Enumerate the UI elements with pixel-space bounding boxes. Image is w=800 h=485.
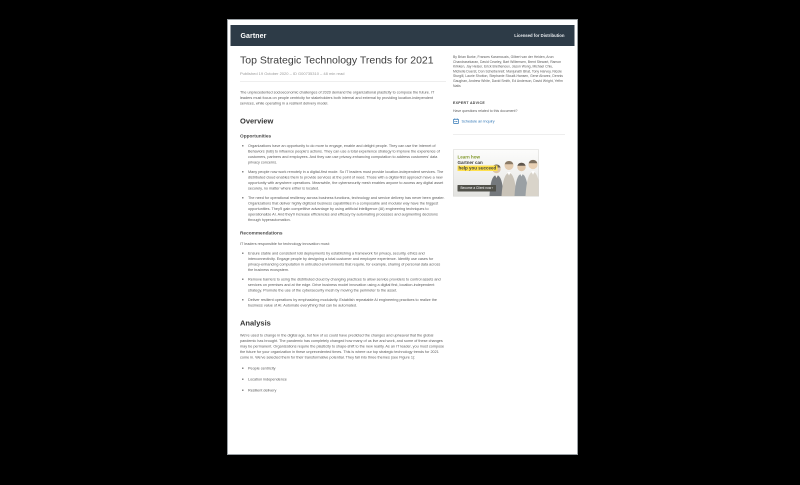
- schedule-inquiry-label: Schedule an Inquiry: [461, 118, 495, 124]
- become-client-button[interactable]: Become a Client now ›: [458, 185, 497, 192]
- page-title: Top Strategic Technology Trends for 2021: [240, 54, 434, 66]
- published-meta: Published 19 October 2020 – ID G00735310 – 48 min read: [240, 71, 345, 76]
- calendar-icon: [453, 118, 459, 124]
- list-item: The need for operational resiliency across business functions, technology and service delivery has never been greater. Organizations that deliver highly digitized business capabilities in a composable and modular way have the biggest opportunities. They'll gain competitive advantage by using artificial intelligence (AI) engineering techniques to operationalize AI. And they'll increase efficiencies and efficacy by automating processes and augmenting decisions through hyperautomation.: [240, 195, 446, 223]
- list-item: People centricity: [240, 366, 446, 372]
- list-item: Organizations have an opportunity to do more to engage, enable and delight people. They can use the Internet of Behaviors (IoB) to influence people's actions. They can use a total experience strategy to improve the experience of customers, partners and employees. And they can use privacy-enhancing computation to address customers' data privacy concerns.: [240, 143, 446, 165]
- ad-headline: [458, 155, 498, 172]
- intro-paragraph: The unprecedented socioeconomic challenges of 2020 demand the organizational plasticity to compose the future. IT leaders must focus on people centricity for stakeholders both internal and external by providing location-independent services, while operating in a resilient delivery model.: [240, 90, 435, 106]
- recommendations-heading: Recommendations: [240, 230, 283, 236]
- analysis-paragraph: We're used to change in the digital age, but few of us could have predicted the changes and upheaval that the global pandemic has brought. The pandemic has completely changed how many of us live and work, and some of these changes may be permanent. Organizations require the plasticity to shape-shift to the new reality. As an IT leader, you must compose the future for your organization in these unprecedented times. This is where our top strategic technology trends for 2021 come in. We've selected them for their transformative potential. They fall into three themes (see Figure 1):: [240, 333, 445, 360]
- list-item: Location independence: [240, 377, 446, 383]
- ad-headline-line2: Gartner can: [457, 160, 483, 166]
- analysis-heading: Analysis: [240, 319, 271, 328]
- opportunities-list: [240, 143, 446, 223]
- sidebar-divider: [453, 134, 565, 135]
- list-item: Remove barriers to using the distributed cloud by changing practices to allow service providers to control assets and services on premises and at the edge. Drive business model innovation using a digital first, location-independent strategy. Promote the use of the cybersecurity mesh by moving the perimeter to the asset.: [240, 277, 446, 294]
- main-column: [240, 52, 446, 393]
- schedule-inquiry-link[interactable]: [453, 118, 565, 124]
- ad-headline-line1: Learn how: [457, 154, 481, 160]
- recommendations-list: [240, 251, 446, 309]
- list-item: Ensure stable and consistent IoB deployments by establishing a framework for privacy, security, ethics and interconnectivity. Engage people by designing a total customer and employee experience. Identify use cases for privacy-enhancing computation in untrusted environments that require, for example, sharing of personal data across the business ecosystem.: [240, 251, 446, 273]
- list-item: Many people now work remotely in a digital-first mode. So IT leaders must provide location-independent services. The distributed cloud enables them to provide services at the point of need. Those with a digital-first approach have a new opportunity with anywhere operations. Meanwhile, the cybersecurity mesh enables anyone to access any digital asset securely, no matter where either is located.: [240, 169, 446, 191]
- gartner-logo[interactable]: Gartner: [240, 31, 267, 40]
- gartner-ad-banner[interactable]: [453, 150, 539, 197]
- themes-list: [240, 366, 446, 394]
- expert-advice-question: Have questions related to this document?: [453, 109, 518, 114]
- authors-list: By Brian Burke, Frances Karamouzis, Gilbert van der Heiden, Arun Chandrasekaran, David Cearley, Bart Willemsen, Brent Stewart, Ramon Krikken, Jay Heiser, Erick Brethenoux, Jason Wong, Michael Chiu, Michelle Duerst, Don Scheibenreif, Manjunath Bhat, Tony Harvey, Nicole Sturgill, Laurie Shotton, Stephanie Stoudt-Hansen, Gene Alvarez, Dennis Gaughan, Andrew White, David Smith, Ed Anderson, David Wright, Yefim Natis: [453, 55, 563, 88]
- recommendations-lead: IT leaders responsible for technology innovation must:: [240, 241, 330, 246]
- document-page-inner: [228, 25, 577, 454]
- title-divider: [240, 81, 446, 82]
- list-item: Resilient delivery: [240, 388, 446, 394]
- top-bar: [231, 25, 575, 46]
- overview-heading: Overview: [240, 117, 274, 126]
- opportunities-heading: Opportunities: [240, 133, 272, 139]
- ad-headline-line3: help you succeed: [458, 165, 497, 171]
- document-page: [228, 20, 577, 454]
- license-label: Licensed for Distribution: [514, 33, 565, 38]
- expert-advice-heading: EXPERT ADVICE: [453, 101, 485, 106]
- side-column: [453, 52, 565, 393]
- content-columns: [228, 46, 577, 393]
- list-item: Deliver resilient operations by emphasizing modularity. Establish repeatable AI engineering practices to realize the business value of AI. Automate everything that can be automated.: [240, 297, 446, 308]
